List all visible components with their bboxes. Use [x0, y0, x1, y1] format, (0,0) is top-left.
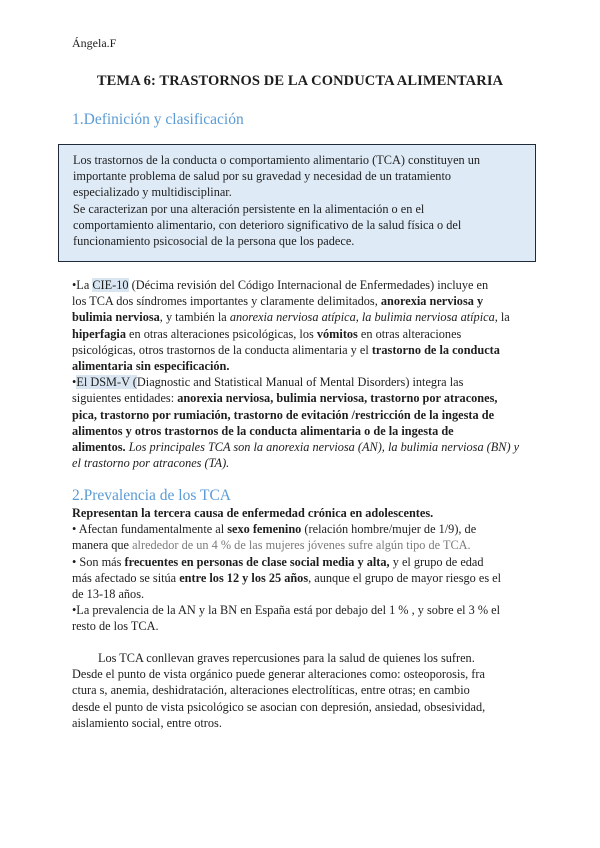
closing-line: Los TCA conllevan graves repercusiones para la salud de quienes los sufren.	[98, 651, 475, 665]
closing-line: aislamiento social, entre otros.	[72, 715, 222, 730]
prevalence-bullet-2b: más afectado se sitúa entre los 12 y los 25 años, aunque el grupo de mayor riesgo es el	[72, 570, 502, 585]
cie-line-3: bulimia nerviosa, y también la anorexia nerviosa atípica, la bulimia nerviosa atípica, la	[72, 310, 510, 325]
page-title: TEMA 6: TRASTORNOS DE LA CONDUCTA ALIMENTARIA	[96, 73, 504, 89]
dsm-line-6: el trastorno por atracones (TA).	[72, 456, 230, 471]
prevalence-bullet-1a: • Afectan fundamentalmente al sexo femenino (relación hombre/mujer de 1/9), de	[72, 522, 477, 537]
box-line: funcionamiento psicosocial de la persona que los padece.	[73, 234, 355, 249]
closing-line: ctura s, anemia, deshidratación, alteraciones electrolíticas, entre otras; en cambio	[72, 683, 470, 698]
author-name: Ángela.F	[72, 36, 117, 50]
dsm-line-2: siguientes entidades: anorexia nerviosa, bulimia nerviosa, trastorno por atracones,	[72, 391, 498, 406]
cie-line-5: psicológicas, otros trastornos de la conducta alimentaria y el trastorno de la conducta	[72, 342, 500, 357]
cie-line-2: los TCA dos síndromes importantes y claramente delimitados, anorexia nerviosa y	[72, 294, 484, 309]
prevalence-bullet-2c: de 13-18 años.	[72, 587, 145, 602]
prevalence-bullet-3a: •La prevalencia de la AN y la BN en España está por debajo del 1 % , y sobre el 3 % el	[72, 603, 501, 618]
cie-abbr: CIE-10	[92, 278, 129, 292]
box-line: especializado y multidisciplinar.	[73, 185, 232, 200]
cie-line-1: •La CIE-10 (Décima revisión del Código Internacional de Enfermedades) incluye en	[72, 278, 489, 292]
cie-line-6: alimentaria sin especificación.	[72, 359, 230, 374]
prevalence-bullet-2a: • Son más frecuentes en personas de clase social media y alta, y el grupo de edad	[72, 554, 484, 569]
box-line: comportamiento alimentario, con deterioro significativo de la salud física o del	[73, 217, 462, 232]
closing-line: desde el punto de vista psicológico se asocian con depresión, ansiedad, obsesividad,	[72, 699, 486, 714]
prevalence-bullet-3b: resto de los TCA.	[72, 619, 159, 634]
dsm-line-5: alimentos. Los principales TCA son la anorexia nerviosa (AN), la bulimia nerviosa (BN) y	[72, 440, 520, 455]
dsm-abbr: El DSM-V (	[76, 375, 137, 390]
cie-line-4: hiperfagia en otras alteraciones psicológicas, los vómitos en otras alteraciones	[72, 326, 462, 341]
dsm-line-3: pica, trastorno por rumiación, trastorno de evitación /restricción de la ingesta de	[72, 407, 495, 422]
prevalence-lead: Representan la tercera causa de enfermedad crónica en adolescentes.	[72, 506, 434, 520]
definition-box	[58, 144, 536, 262]
closing-line: Desde el punto de vista orgánico puede generar alteraciones como: osteoporosis, fra	[72, 667, 485, 682]
box-line: importante problema de salud por su gravedad y necesidad de un tratamiento	[73, 169, 452, 184]
box-line: Se caracterizan por una alteración persistente en la alimentación o en el	[73, 201, 425, 216]
box-line: Los trastornos de la conducta o comportamiento alimentario (TCA) constituyen un	[73, 153, 481, 167]
prevalence-paragraph	[72, 505, 524, 635]
dsm-line-1: •El DSM-V (Diagnostic and Statistical Manual of Mental Disorders) integra las	[72, 375, 464, 390]
consequences-paragraph	[72, 650, 524, 731]
classification-paragraph	[72, 277, 524, 471]
dsm-line-4: alimentos y otros trastornos de la conducta alimentaria o de la ingesta de	[72, 423, 454, 438]
prevalence-bullet-1b: manera que alrededor de un 4 % de las mujeres jóvenes sufre algún tipo de TCA.	[72, 538, 471, 553]
section2-heading: 2.Prevalencia de los TCA	[72, 487, 231, 504]
section1-heading: 1.Definición y clasificación	[72, 111, 244, 128]
